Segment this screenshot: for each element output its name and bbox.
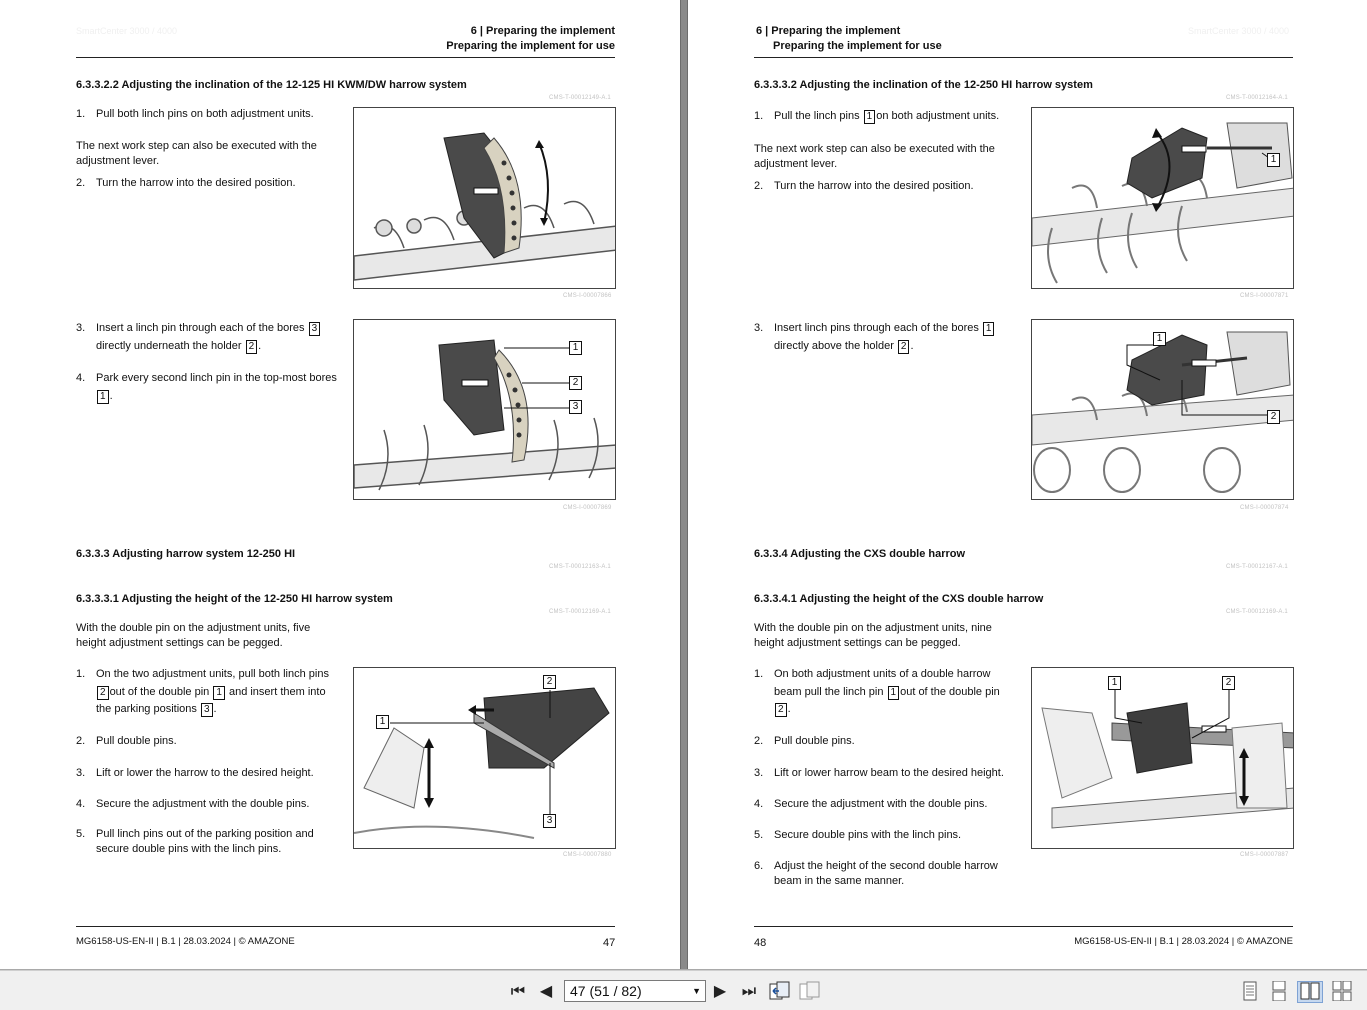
harrow-illustration-3 [354, 668, 616, 849]
page-header [446, 24, 615, 54]
figure-height-adjust [353, 667, 616, 849]
section-title: 6.3.3.3 Adjusting harrow system 12-250 HI [76, 548, 296, 560]
section-title: 6.3.3.4.1 Adjusting the height of the CXS double harrow [754, 593, 1044, 605]
footer-divider [754, 926, 1293, 927]
note-text: The next work step can also be executed with the adjustment lever. [76, 140, 317, 167]
facing-continuous-icon[interactable] [1330, 981, 1354, 1003]
callout-2: 2 [1267, 410, 1280, 424]
callout-1: 1 [1153, 332, 1166, 346]
chevron-down-icon[interactable]: ▼ [692, 986, 701, 996]
harrow-illustration-6 [1032, 668, 1294, 849]
section-code: CMS-T-00012169-A.1 [549, 609, 611, 615]
section-code: CMS-T-00012164-A.1 [1226, 95, 1288, 101]
figure-linch-pins [353, 319, 616, 500]
figure-harrow-inclination [353, 107, 616, 289]
next-page-icon[interactable]: ▶ [713, 983, 727, 1000]
intro-text: With the double pin on the adjustment units, nine height adjustment settings can be pegged. [754, 622, 992, 649]
callout-3: 3 [543, 814, 556, 828]
harrow-illustration-4 [1032, 108, 1294, 289]
callout-1: 1 [376, 715, 389, 729]
section-title: 6.3.3.3.1 Adjusting the height of the 12-250 HI harrow system [76, 593, 393, 605]
callout-1: 1 [1108, 676, 1121, 690]
page-number: 47 [603, 937, 616, 949]
forward-view-icon[interactable] [798, 981, 822, 1003]
facing-icon[interactable] [1297, 981, 1323, 1003]
callout-3: 3 [569, 400, 582, 414]
header-chapter: 6 | Preparing the implement [470, 25, 615, 37]
page-header [756, 24, 942, 54]
header-divider [76, 57, 615, 58]
figure-code: CMS-I-00007866 [563, 293, 612, 299]
callout-2: 2 [543, 675, 556, 689]
header-divider [754, 57, 1293, 58]
single-page-icon[interactable] [1240, 981, 1260, 1003]
section-title: 6.3.3.3.2 Adjusting the inclination of the 12-250 HI harrow system [754, 79, 1093, 91]
prev-page-icon[interactable]: ◀ [539, 983, 553, 1000]
first-page-icon[interactable]: ⏮ [510, 983, 526, 1000]
figure-code: CMS-I-00007880 [563, 852, 612, 858]
header-section: Preparing the implement for use [773, 40, 942, 52]
page-48: 6 | Preparing the implement Preparing the implement for use SmartCenter 3000 / 4000 6.3.3.3.2 Adjusting the inclination of the 12-250 HI harrow system CMS-T-00012164-A.1 1. Pull the linch pins 1 on both adjustment units. The next work step can also be executed with the adjustment lever. 2. Turn the harrow into the desired position. 1 CMS-I-00007871 3. Insert linch pins through each of the bores 1 directly above the holder 2 . 1 2 CMS-I-00007874 6.3.3.4 Adjusting the CXS double harrow CMS-T-00012167-A.1 6.3.3.4.1 Adjusting the height of the CXS double harrow CMS-T-00012169-A.1 With the double pin on the adjustment units, nine height adjustment settings can be pegged. 1. On both adjustment units of a double harrow beam pull the linch pin 1 out of the double pin 2 . 2. Pull double pins. 3. Lift or lower harrow beam to the desired height. 4. Secure the adjustment with the double pins. 5. Secure double pins with the linch pins. 6. Adjust the height of the second double harrow beam in the same manner. 1 2 CMS-I-00007887 48 MG6158-US-EN-II | B.1 | 28.03.2024 | © AMAZONE [688, 0, 1367, 969]
header-ghost-text: SmartCenter 3000 / 4000 [1188, 26, 1290, 36]
callout-2: 2 [1222, 676, 1235, 690]
harrow-illustration-5 [1032, 320, 1294, 500]
figure-cxs-height [1031, 667, 1294, 849]
last-page-icon[interactable]: ⏭ [741, 983, 757, 1000]
page-gutter [680, 0, 688, 969]
section-title: 6.3.3.4 Adjusting the CXS double harrow [754, 548, 966, 560]
footer-divider [76, 926, 615, 927]
section-code: CMS-T-00012149-A.1 [549, 95, 611, 101]
section-code: CMS-T-00012163-A.1 [549, 564, 611, 570]
section-code: CMS-T-00012167-A.1 [1226, 564, 1288, 570]
back-view-icon[interactable] [768, 981, 792, 1003]
footer-text: MG6158-US-EN-II | B.1 | 28.03.2024 | © AMAZONE [76, 936, 295, 947]
figure-code: CMS-I-00007869 [563, 505, 612, 511]
header-ghost-text: SmartCenter 3000 / 4000 [76, 26, 178, 36]
figure-code: CMS-I-00007874 [1240, 505, 1289, 511]
figure-code: CMS-I-00007871 [1240, 293, 1289, 299]
section-code: CMS-T-00012169-A.1 [1226, 609, 1288, 615]
callout-1: 1 [1267, 153, 1280, 167]
figure-harrow-inclination [1031, 107, 1294, 289]
continuous-icon[interactable] [1268, 981, 1290, 1003]
section-title: 6.3.3.2.2 Adjusting the inclination of the 12-125 HI KWM/DW harrow system [76, 79, 467, 91]
page-number: 48 [754, 937, 767, 949]
intro-text: With the double pin on the adjustment units, five height adjustment settings can be pegged. [76, 622, 311, 649]
note-text: The next work step can also be executed with the adjustment lever. [754, 143, 995, 170]
callout-1: 1 [569, 341, 582, 355]
figure-linch-pins [1031, 319, 1294, 500]
page-number-input[interactable]: 47 (51 / 82) ▼ [564, 980, 706, 1002]
footer-text: MG6158-US-EN-II | B.1 | 28.03.2024 | © AMAZONE [1074, 936, 1293, 947]
harrow-illustration-1 [354, 108, 616, 289]
callout-2: 2 [569, 376, 582, 390]
header-chapter: 6 | Preparing the implement [756, 25, 901, 37]
page-47: SmartCenter 3000 / 4000 6 | Preparing the implement Preparing the implement for use 6.3.3.2.2 Adjusting the inclination of the 12-125 HI KWM/DW harrow system CMS-T-00012149-A.1 1. Pull both linch pins on both adjustment units. The next work step can also be executed with the adjustment lever. 2. Turn the harrow into the desired position. CMS-I-00007866 3. Insert a linch pin through each of the bores 3 directly underneath the holder 2 . 4. Park every second linch pin in the top-most bores 1 . 1 2 3 CMS-I-00007869 6.3.3.3 Adjusting harrow system 12-250 HI CMS-T-00012163-A.1 6.3.3.3.1 Adjusting the height of the 12-250 HI harrow system CMS-T-00012169-A.1 With the double pin on the adjustment units, five height adjustment settings can be pegged. 1. On the two adjustment units, pull both linch pins 2 out of the double pin 1 and insert them into the parking positions 3 . 2. Pull double pins. 3. Lift or lower the harrow to the desired height. 4. Secure the adjustment with the double pins. 5. Pull linch pins out of the parking position and secure double pins with the linch pins. 1 2 3 CMS-I-00007880 MG6158-US-EN-II | B.1 | 28.03.2024 | © AMAZONE 47 [0, 0, 680, 969]
figure-code: CMS-I-00007887 [1240, 852, 1289, 858]
header-section: Preparing the implement for use [446, 40, 615, 52]
